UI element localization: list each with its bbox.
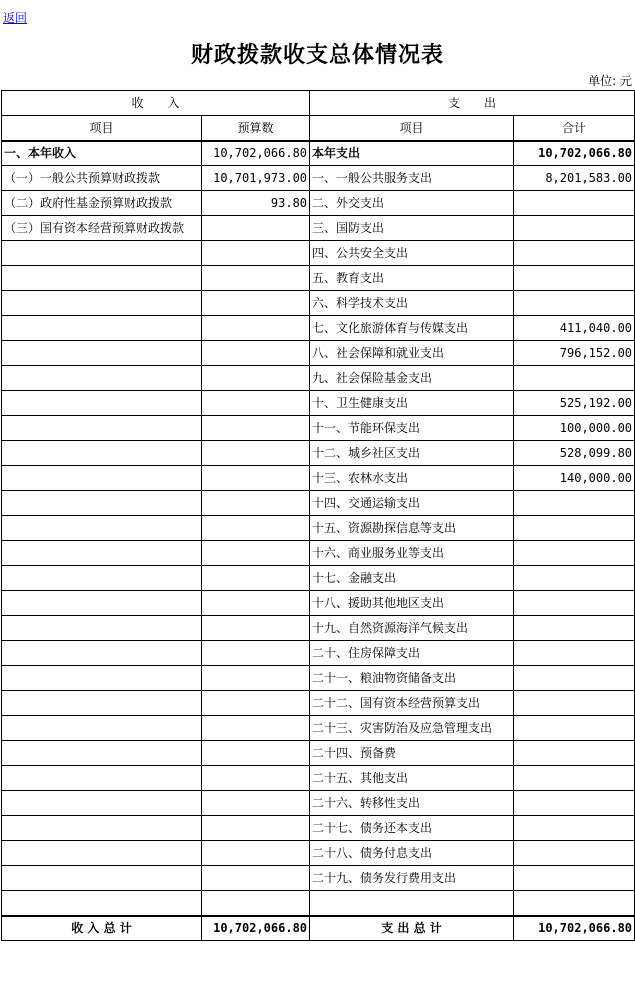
income-budget-cell: [202, 641, 310, 666]
income-budget-cell: [202, 516, 310, 541]
expense-total-cell: 10,702,066.80: [514, 141, 635, 166]
income-item-cell: [2, 766, 202, 791]
expense-item-cell: 二十三、灾害防治及应急管理支出: [310, 716, 514, 741]
expense-item-cell: 三、国防支出: [310, 216, 514, 241]
income-budget-cell: [202, 816, 310, 841]
expense-item-cell: 十二、城乡社区支出: [310, 441, 514, 466]
expense-item-cell: 九、社会保险基金支出: [310, 366, 514, 391]
income-item-cell: [2, 291, 202, 316]
expense-total-cell: [514, 716, 635, 741]
expense-total-cell: [514, 691, 635, 716]
income-budget-cell: [202, 366, 310, 391]
income-item-cell: [2, 716, 202, 741]
income-budget-cell: [202, 791, 310, 816]
expense-item-cell: 二十、住房保障支出: [310, 641, 514, 666]
table-row: [2, 741, 635, 766]
table-row: [2, 841, 635, 866]
income-budget-cell: [202, 491, 310, 516]
expense-total-value: 10,702,066.80: [514, 916, 635, 941]
income-budget-cell: [202, 566, 310, 591]
income-item-cell: [2, 441, 202, 466]
expense-item-cell: 十、卫生健康支出: [310, 391, 514, 416]
income-item-cell: 一、本年收入: [2, 141, 202, 166]
income-budget-cell: [202, 841, 310, 866]
expense-item-cell: 十五、资源勘探信息等支出: [310, 516, 514, 541]
expense-item-cell: 二十二、国有资本经营预算支出: [310, 691, 514, 716]
income-item-cell: [2, 741, 202, 766]
table-row: [2, 591, 635, 616]
income-item-cell: [2, 791, 202, 816]
table-row: [2, 291, 635, 316]
table-row: [2, 816, 635, 841]
expense-total-cell: 528,099.80: [514, 441, 635, 466]
income-item-cell: [2, 841, 202, 866]
income-item-cell: [2, 266, 202, 291]
table-row: [2, 191, 635, 216]
expense-item-cell: 一、一般公共服务支出: [310, 166, 514, 191]
table-row: [2, 316, 635, 341]
table-row: [2, 491, 635, 516]
table-row: [2, 866, 635, 891]
expense-item-cell: 四、公共安全支出: [310, 241, 514, 266]
expense-total-cell: 100,000.00: [514, 416, 635, 441]
income-item-cell: [2, 341, 202, 366]
expense-item-cell: 二十五、其他支出: [310, 766, 514, 791]
table-row: [2, 441, 635, 466]
income-budget-cell: [202, 266, 310, 291]
table-row: [2, 141, 635, 166]
back-link[interactable]: 返回: [3, 11, 28, 25]
expense-item-cell: 二十四、预备费: [310, 741, 514, 766]
table-row: [2, 566, 635, 591]
table-row: [2, 641, 635, 666]
table-row: [2, 666, 635, 691]
income-budget-cell: [202, 666, 310, 691]
income-total-label: 收 入 总 计: [2, 916, 202, 941]
income-item-cell: [2, 891, 202, 916]
income-budget-cell: [202, 341, 310, 366]
expense-item-cell: 五、教育支出: [310, 266, 514, 291]
income-budget-cell: [202, 691, 310, 716]
expense-item-cell: 十七、金融支出: [310, 566, 514, 591]
table-row: [2, 166, 635, 191]
table-row: [2, 416, 635, 441]
income-budget-cell: [202, 466, 310, 491]
table-row: [2, 791, 635, 816]
income-item-cell: [2, 466, 202, 491]
expense-item-cell: 二十九、债务发行费用支出: [310, 866, 514, 891]
expense-total-cell: [514, 841, 635, 866]
income-item-cell: [2, 566, 202, 591]
table-row: [2, 541, 635, 566]
income-item-cell: [2, 641, 202, 666]
expense-total-cell: [514, 891, 635, 916]
income-budget-cell: [202, 866, 310, 891]
expense-total-cell: [514, 241, 635, 266]
income-budget-cell: [202, 766, 310, 791]
expense-item-cell: 二十一、粮油物资储备支出: [310, 666, 514, 691]
table-row: [2, 341, 635, 366]
expense-total-cell: 796,152.00: [514, 341, 635, 366]
income-item-cell: [2, 816, 202, 841]
expense-total-cell: [514, 291, 635, 316]
income-budget-cell: [202, 741, 310, 766]
expense-item-cell: 十九、自然资源海洋气候支出: [310, 616, 514, 641]
income-item-cell: [2, 491, 202, 516]
expense-total-label: 支 出 总 计: [310, 916, 514, 941]
table-row: [2, 216, 635, 241]
expense-item-cell: 十一、节能环保支出: [310, 416, 514, 441]
expense-total-cell: [514, 816, 635, 841]
table-row: [2, 691, 635, 716]
expense-item-cell: 本年支出: [310, 141, 514, 166]
expense-item-cell: 十三、农林水支出: [310, 466, 514, 491]
income-budget-cell: [202, 416, 310, 441]
income-item-cell: [2, 541, 202, 566]
expense-group-header: 支 出: [310, 91, 635, 116]
expense-total-cell: [514, 216, 635, 241]
expense-total-cell: [514, 366, 635, 391]
expense-item-cell: 十四、交通运输支出: [310, 491, 514, 516]
table-row: [2, 766, 635, 791]
expense-total-cell: [514, 191, 635, 216]
expense-total-cell: [514, 741, 635, 766]
expense-total-cell: [514, 616, 635, 641]
income-budget-cell: 10,701,973.00: [202, 166, 310, 191]
expense-total-cell: 140,000.00: [514, 466, 635, 491]
income-budget-cell: [202, 241, 310, 266]
income-budget-cell: [202, 716, 310, 741]
totals-row: [2, 916, 635, 941]
income-budget-cell: [202, 891, 310, 916]
expense-item-cell: 二十七、债务还本支出: [310, 816, 514, 841]
table-row: [2, 366, 635, 391]
income-budget-cell: [202, 291, 310, 316]
expense-total-cell: [514, 566, 635, 591]
income-item-cell: [2, 866, 202, 891]
expense-total-cell: [514, 866, 635, 891]
income-item-cell: （三）国有资本经营预算财政拨款: [2, 216, 202, 241]
expense-total-cell: [514, 591, 635, 616]
income-item-cell: [2, 591, 202, 616]
expense-item-cell: 八、社会保障和就业支出: [310, 341, 514, 366]
income-budget-cell: [202, 441, 310, 466]
expense-total-cell: [514, 266, 635, 291]
expense-item-cell: 十八、援助其他地区支出: [310, 591, 514, 616]
expense-item-cell: 二十八、债务付息支出: [310, 841, 514, 866]
income-budget-cell: [202, 541, 310, 566]
income-item-cell: [2, 666, 202, 691]
expense-total-cell: [514, 491, 635, 516]
expense-total-cell: [514, 766, 635, 791]
expense-item-cell: 二、外交支出: [310, 191, 514, 216]
income-budget-cell: [202, 216, 310, 241]
income-item-cell: [2, 316, 202, 341]
column-header-row: [2, 116, 635, 141]
income-item-cell: [2, 416, 202, 441]
group-header-row: [2, 91, 635, 116]
table-row: [2, 466, 635, 491]
page-title: 财政拨款收支总体情况表: [190, 43, 444, 68]
table-row: [2, 716, 635, 741]
income-item-cell: [2, 516, 202, 541]
expense-total-cell: 525,192.00: [514, 391, 635, 416]
expense-total-cell: 411,040.00: [514, 316, 635, 341]
income-budget-cell: 93.80: [202, 191, 310, 216]
expense-total-cell: [514, 666, 635, 691]
income-budget-cell: [202, 316, 310, 341]
income-group-header: 收 入: [2, 91, 310, 116]
income-budget-cell: [202, 391, 310, 416]
expense-item-cell: 十六、商业服务业等支出: [310, 541, 514, 566]
income-item-cell: （二）政府性基金预算财政拨款: [2, 191, 202, 216]
fiscal-table: [1, 90, 635, 941]
expense-item-header: 项目: [310, 116, 514, 141]
table-row: [2, 391, 635, 416]
income-budget-header: 预算数: [202, 116, 310, 141]
income-budget-cell: [202, 616, 310, 641]
income-item-cell: [2, 616, 202, 641]
income-budget-cell: [202, 591, 310, 616]
table-row: [2, 266, 635, 291]
table-row: [2, 516, 635, 541]
expense-total-cell: [514, 516, 635, 541]
income-item-cell: （一）一般公共预算财政拨款: [2, 166, 202, 191]
income-total-value: 10,702,066.80: [202, 916, 310, 941]
income-budget-cell: 10,702,066.80: [202, 141, 310, 166]
table-row: [2, 241, 635, 266]
income-item-cell: [2, 391, 202, 416]
expense-total-cell: 8,201,583.00: [514, 166, 635, 191]
expense-total-header: 合计: [514, 116, 635, 141]
expense-item-cell: 六、科学技术支出: [310, 291, 514, 316]
expense-total-cell: [514, 791, 635, 816]
income-item-header: 项目: [2, 116, 202, 141]
unit-label: 单位: 元: [588, 74, 632, 88]
income-item-cell: [2, 241, 202, 266]
income-item-cell: [2, 691, 202, 716]
table-row: [2, 616, 635, 641]
expense-item-cell: 二十六、转移性支出: [310, 791, 514, 816]
expense-total-cell: [514, 641, 635, 666]
expense-total-cell: [514, 541, 635, 566]
expense-item-cell: 七、文化旅游体育与传媒支出: [310, 316, 514, 341]
expense-item-cell: [310, 891, 514, 916]
table-row: [2, 891, 635, 916]
income-item-cell: [2, 366, 202, 391]
